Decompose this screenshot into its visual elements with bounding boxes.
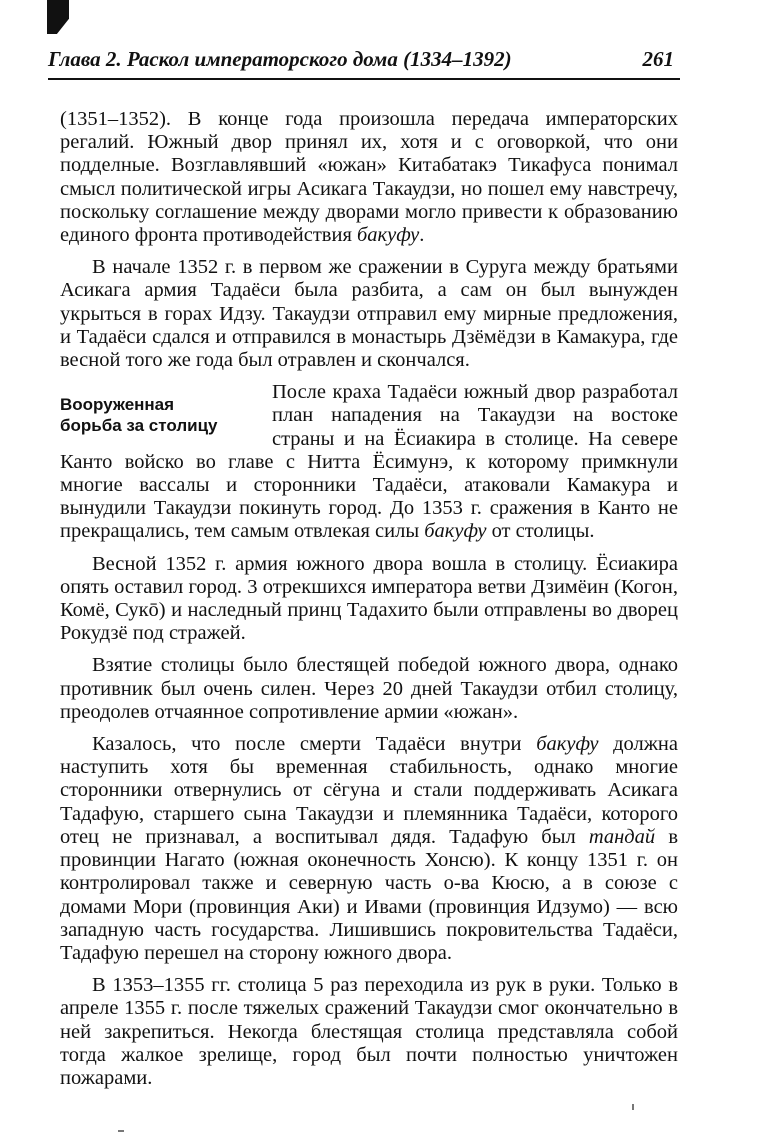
text-run: После краха Тадаёси южный двор разработал план нападения на Такаудзи на востоке страны и на Ёсиакира в столице. На севере Канто войско во главе с Нитта Ёсимунэ, к которому примкнули многие вассалы и сторонники Тадаёси, атаковали Камакура и вынудили Такаудзи покинуть город. До 1353 г. сражения в Канто не прекращались, тем самым отвлекая силы (60, 381, 678, 543)
page-number: 261 (642, 47, 674, 71)
sidebar-heading-line-2: борьба за столицу (60, 416, 218, 436)
italic-term: бакуфу (357, 224, 420, 247)
paragraph-5: Взятие столицы было блестящей победой южного двора, однако противник был очень силен. Через 20 дней Такаудзи отбил столицу, преодолев отчаянное сопротивление армии «южан». (60, 654, 678, 723)
sidebar-heading-line-1: Вооруженная (60, 395, 175, 415)
paragraph-2: В начале 1352 г. в первом же сражении в Суруга между братьями Асикага армия Тадаёси была разбита, а сам он был вынужден укрыться в горах Идзу. Такаудзи отправил ему мирные предложения, и Тадаёси сдался и отправился в монастырь Дзёмёдзи в Камакура, где весной того же года был отравлен и скончался. (60, 256, 678, 372)
italic-term: бакуфу (536, 733, 599, 756)
paragraph-7: В 1353–1355 гг. столица 5 раз переходила из рук в руки. Только в апреле 1355 г. после тяжелых сражений Такаудзи смог окончательно в ней закрепиться. Некогда блестящая столица представляла собой тогда жалкое зрелище, город был почти полностью уничтожен пожарами. (60, 974, 678, 1089)
corner-mark (47, 0, 69, 34)
text-run: от столицы. (486, 520, 595, 543)
scan-speck (632, 1104, 634, 1110)
running-header (48, 42, 680, 80)
paragraph-4: Весной 1352 г. армия южного двора вошла в столицу. Ёсиакира опять оставил город. 3 отрекшихся императора ветви Дзимёин (Когон, Комё, Сукō) и наследный принц Тадахито были отправлены во дворец Рокудзё под стражей. (60, 552, 678, 645)
italic-term: тандай (588, 825, 656, 848)
scan-speck (118, 1130, 124, 1132)
text-run: . (419, 224, 425, 247)
sidebar-heading (60, 382, 260, 436)
page-body (60, 108, 678, 1099)
paragraph-1 (60, 108, 678, 247)
chapter-title: Глава 2. Раскол императорского дома (1334–1392) (48, 47, 512, 71)
paragraph-6 (60, 733, 678, 965)
text-run: (1351–1352). В конце года произошла передача императорских регалий. Южный двор принял их, хотя и с оговоркой, что они подделные. Возглавлявший «южан» Китабатакэ Тикафуса понимал смысл политической игры Асикага Такаудзи, но пошел ему навстречу, поскольку соглашение между дворами могло привести к образованию единого фронта противодействия (60, 108, 678, 247)
text-run: должна наступить хотя бы временная стабильность, однако многие сторонники отвернулись от сёгуна и стали поддерживать Асикага Тадафую, старшего сына Такаудзи и племянника Тадаёси, которого отец не признавал, а воспитывал дядя. Тадафую был (60, 733, 678, 848)
italic-term: бакуфу (424, 520, 487, 543)
text-run: Казалось, что после смерти Тадаёси внутри (92, 733, 537, 756)
text-run: в провинции Нагато (южная оконечность Хонсю). К концу 1351 г. он контролировал также и северную часть о-ва Кюсю, а в союзе с домами Мори (провинция Аки) и Ивами (провинция Идзумо) — всю западную часть государства. Лишившись покровительства Тадаёси, Тадафую перешел на сторону южного двора. (60, 825, 678, 964)
